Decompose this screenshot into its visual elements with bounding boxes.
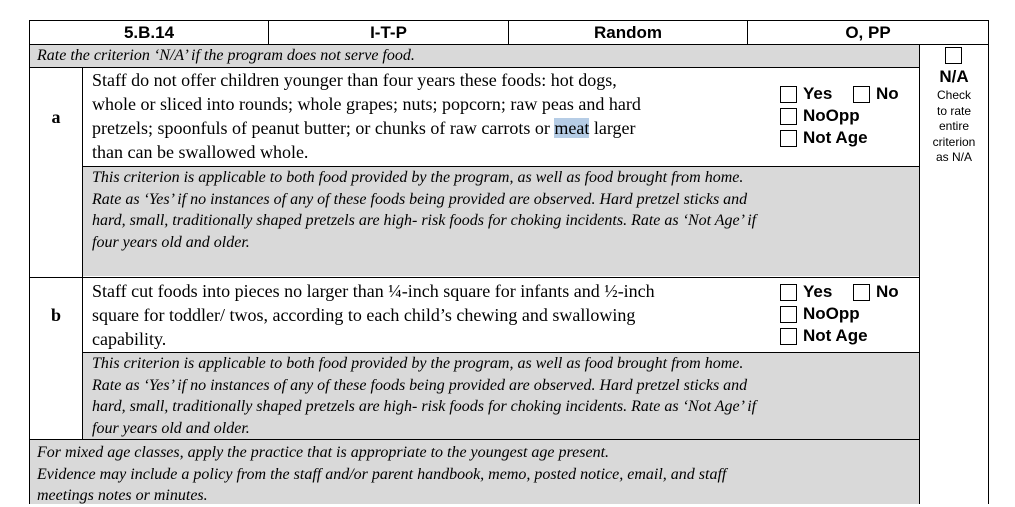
na-panel bbox=[920, 45, 988, 175]
na-checkbox[interactable] bbox=[945, 47, 962, 67]
age-group: I-T-P bbox=[370, 22, 407, 42]
evidence-source: O, PP bbox=[845, 22, 891, 42]
checkbox[interactable] bbox=[853, 284, 870, 301]
checkbox[interactable] bbox=[780, 284, 797, 301]
criterion-b-noopp-option[interactable]: NoOpp bbox=[780, 304, 860, 324]
criterion-a-no-option[interactable]: No bbox=[853, 84, 899, 104]
na-note: Rate the criterion ‘N/A’ if the program does not serve food. bbox=[37, 47, 415, 64]
grid-line bbox=[29, 277, 920, 278]
grid-line bbox=[29, 439, 920, 440]
checkbox[interactable] bbox=[780, 328, 797, 345]
checkbox[interactable] bbox=[780, 306, 797, 323]
criterion-b-notage-option[interactable]: Not Age bbox=[780, 326, 868, 346]
criterion-b-guidance: This criterion is applicable to both food provided by the program, as well as food brought from home. Rate as ‘Yes’ if no instances of any of these foods being provided are observed. Hard pretzel sticks and hard, small, traditionally shaped pretzels are high- risk foods for choking incidents. Rate as ‘Not Age’ if four years old and older. bbox=[92, 355, 757, 437]
criterion-b-yes-option[interactable]: Yes bbox=[780, 282, 832, 302]
checkbox[interactable] bbox=[780, 108, 797, 125]
criterion-a-guidance: This criterion is applicable to both food provided by the program, as well as food brought from home. Rate as ‘Yes’ if no instances of any of these foods being provided are observed. Hard pretzel sticks and hard, small, traditionally shaped pretzels are high- risk foods for choking incidents. Rate as ‘Not Age’ if four years old and older. bbox=[92, 169, 757, 251]
na-description: Check to rate entire criterion as N/A bbox=[932, 88, 976, 164]
criterion-a-noopp-option[interactable]: NoOpp bbox=[780, 106, 860, 126]
na-title: N/A bbox=[939, 67, 969, 86]
grid-line bbox=[988, 20, 989, 504]
checkbox[interactable] bbox=[853, 86, 870, 103]
assessment-method: Random bbox=[594, 22, 662, 42]
highlighted-word: meat bbox=[554, 118, 590, 138]
grid-line bbox=[82, 67, 83, 439]
checkbox[interactable] bbox=[780, 86, 797, 103]
criterion-b-text: Staff cut foods into pieces no larger than ¼-inch square for infants and ½-inch square for toddler/ twos, according to each child’s chewing and swallowing capability. bbox=[92, 281, 655, 349]
checkbox[interactable] bbox=[780, 130, 797, 147]
criterion-a-yes-option[interactable]: Yes bbox=[780, 84, 832, 104]
criterion-a-text: Staff do not offer children younger than four years these foods: hot dogs, whole or sliced into rounds; whole grapes; nuts; popcorn; raw peas and hard pretzels; spoonfuls of peanut butter; or chunks of raw carrots or meat larger than can be swallowed whole. bbox=[92, 70, 641, 162]
criterion-letter-a: a bbox=[51, 106, 61, 127]
criterion-code: 5.B.14 bbox=[123, 22, 175, 42]
criterion-letter-b: b bbox=[50, 304, 61, 325]
criterion-a-notage-option[interactable]: Not Age bbox=[780, 128, 868, 148]
footer-notes: For mixed age classes, apply the practice that is appropriate to the youngest age present. Evidence may include a policy from the staff and/or parent handbook, memo, posted notice, email, and staff meetings notes or minutes. bbox=[37, 444, 727, 504]
criterion-b-no-option[interactable]: No bbox=[853, 282, 899, 302]
